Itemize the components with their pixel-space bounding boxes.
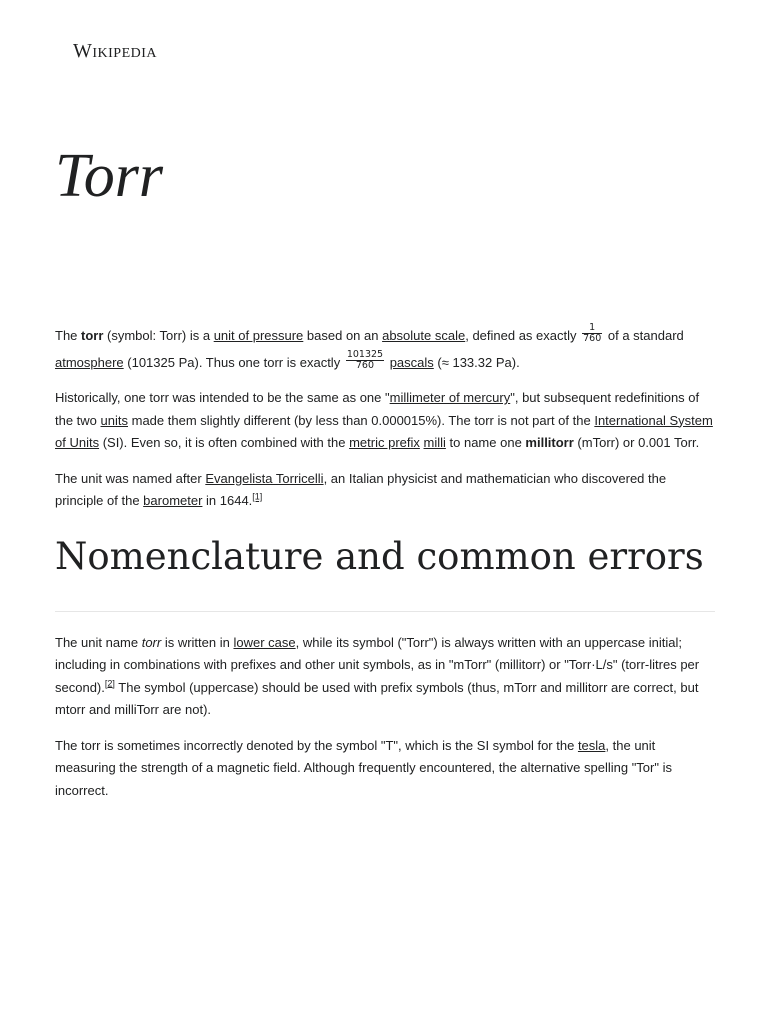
fraction-101325-760	[346, 350, 384, 371]
citation-1[interactable]	[252, 492, 262, 502]
text: , the unit measuring the strength of a magnetic field. Although frequently encountered, the alternative spelling "Tor" is incorrect.	[55, 737, 672, 798]
text: Historically, one torr was intended to be the same as one "	[55, 390, 390, 405]
page-title: Torr	[55, 142, 164, 210]
link-pascals[interactable]: pascals	[389, 355, 434, 370]
link-millimeter-of-mercury[interactable]: millimeter of mercury	[389, 390, 511, 405]
paragraph-errors	[55, 735, 715, 803]
fraction-numerator: 101325	[346, 349, 384, 361]
text: is written in	[161, 634, 234, 650]
fraction-denominator: 760	[346, 360, 384, 371]
text: based on an	[303, 328, 383, 343]
link-metric-prefix[interactable]: metric prefix	[349, 435, 420, 450]
text: of a standard	[604, 328, 684, 343]
text: (≈ 133.32 Pa).	[433, 355, 520, 370]
bold-term-millitorr: millitorr	[525, 435, 574, 450]
text: (symbol: Torr) is a	[103, 328, 214, 343]
link-milli[interactable]: milli	[423, 435, 446, 450]
link-units[interactable]: units	[100, 412, 128, 428]
text: (mTorr) or 0.001 Torr.	[573, 435, 700, 450]
text: The unit name	[55, 634, 142, 650]
text: (101325 Pa). Thus one torr is exactly	[123, 355, 344, 370]
text: The torr is sometimes incorrectly denoted by the symbol "T", which is the SI symbol for the	[55, 737, 578, 753]
fraction-denominator: 760	[583, 333, 602, 345]
text: made them slightly different (by less than 0.000015%). The torr is not part of the	[128, 412, 595, 428]
link-unit-of-pressure[interactable]: unit of pressure	[213, 328, 304, 343]
section-heading-nomenclature: Nomenclature and common errors	[55, 529, 715, 612]
text: (SI). Even so, it is often combined with the	[99, 435, 350, 450]
fraction-1-760	[582, 323, 602, 344]
text: ", but subsequent redefinitions of the two	[55, 390, 700, 428]
text: in 1644.	[202, 493, 253, 508]
text: to name one	[445, 435, 526, 450]
text: The symbol (uppercase) should be used with prefix symbols (thus, mTorr and millitorr are correct, but mtorr and milliTorr are not).	[55, 679, 699, 717]
article-body	[55, 322, 715, 815]
bold-term-torr: torr	[81, 328, 104, 343]
text: , an Italian physicist and mathematician who discovered the principle of the	[55, 470, 667, 508]
paragraph-intro	[55, 322, 715, 376]
citation-2[interactable]	[105, 678, 115, 688]
link-international-system-of-units[interactable]: International System of Units	[55, 412, 713, 450]
link-evangelista-torricelli[interactable]: Evangelista Torricelli	[205, 470, 324, 486]
paragraph-naming	[55, 468, 715, 513]
text: The unit was named after	[55, 470, 206, 486]
link-atmosphere[interactable]: atmosphere	[55, 355, 124, 370]
citation-link[interactable]: [1]	[252, 491, 263, 502]
link-lower-case[interactable]: lower case	[233, 634, 296, 650]
paragraph-nomenclature	[55, 632, 715, 722]
italic-term-torr: torr	[141, 634, 162, 650]
link-barometer[interactable]: barometer	[143, 493, 203, 508]
fraction-numerator: 1	[589, 322, 596, 334]
wikipedia-logo[interactable]: Wikipedia	[73, 40, 158, 62]
text: , while its symbol ("Torr") is always written with an uppercase initial; including in combinations with prefixes and other unit symbols, as in "mTorr" (millitorr) or "Torr·L/s" (torr-litres per second).	[55, 634, 700, 695]
link-tesla[interactable]: tesla	[577, 737, 606, 753]
text: , defined as exactly	[465, 328, 581, 343]
citation-link[interactable]: [2]	[104, 678, 115, 689]
text: The	[55, 328, 82, 343]
link-absolute-scale[interactable]: absolute scale	[382, 328, 466, 343]
paragraph-history	[55, 387, 715, 455]
